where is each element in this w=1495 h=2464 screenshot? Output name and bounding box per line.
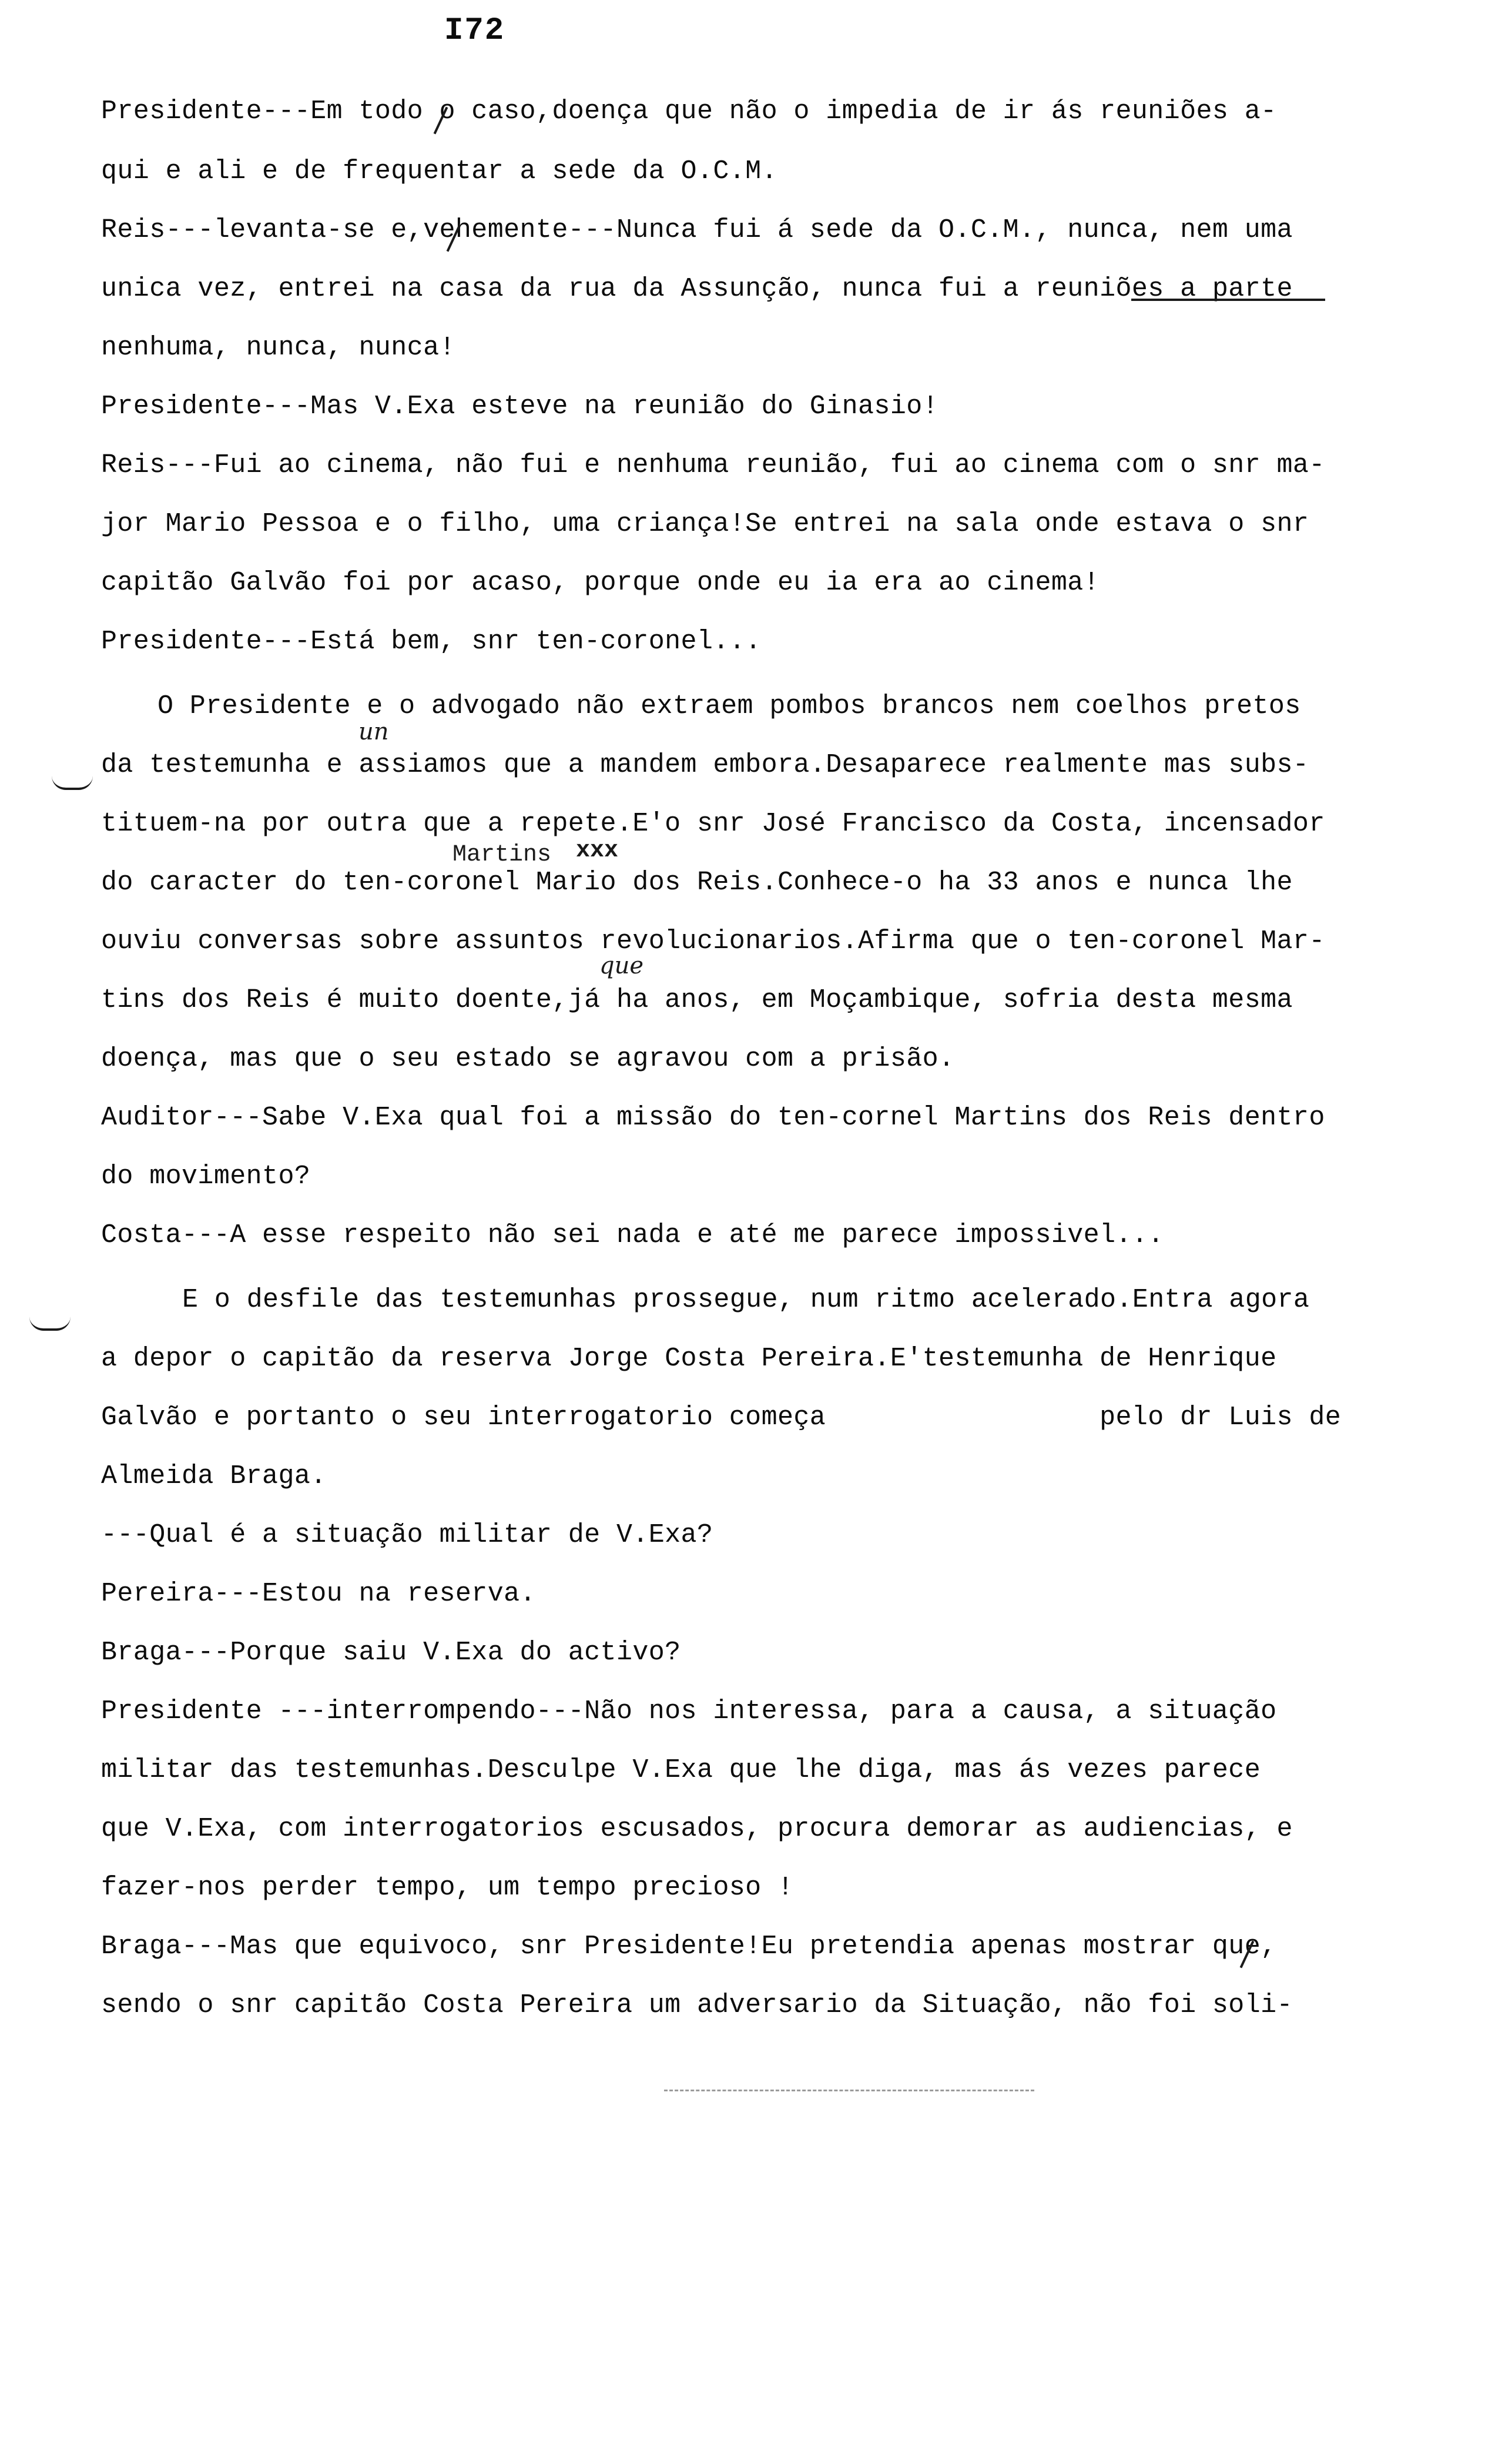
text-line: que V.Exa, com interrogatorios escusados, procura demorar as audiencias, e [101,1814,1293,1844]
text-line: Reis---Fui ao cinema, não fui e nenhuma reunião, fui ao cinema com o snr ma- [101,450,1325,480]
text-line: Presidente---Está bem, snr ten-coronel... [101,627,762,657]
handwritten-underline [1131,299,1325,301]
text-line: Braga---Mas que equivoco, snr Presidente!Eu pretendia apenas mostrar que, [101,1931,1277,1961]
text-line: Reis---levanta-se e,vehemente---Nunca fui á sede da O.C.M., nunca, nem uma [101,215,1293,245]
text-line: O Presidente e o advogado não extraem pombos brancos nem coelhos pretos [157,691,1301,721]
text-line: ouviu conversas sobre assuntos revolucionarios.Afirma que o ten-coronel Mar- [101,926,1325,956]
text-line: Auditor---Sabe V.Exa qual foi a missão do ten-cornel Martins dos Reis dentro [101,1103,1325,1133]
text-line: E o desfile das testemunhas prossegue, num ritmo acelerado.Entra agora [182,1285,1310,1315]
text-line: doença, mas que o seu estado se agravou com a prisão. [101,1044,955,1074]
text-line: jor Mario Pessoa e o filho, uma criança!Se entrei na sala onde estava o snr [101,509,1309,539]
margin-mark [29,1317,71,1331]
text-line: Almeida Braga. [101,1461,327,1491]
text-line: qui e ali e de frequentar a sede da O.C.M. [101,156,777,186]
text-line: do caracter do ten-coronel Mario dos Reis.Conhece-o ha 33 anos e nunca lhe [101,868,1293,898]
text-line: do movimento? [101,1161,311,1191]
text-line: ---Qual é a situação militar de V.Exa? [101,1520,713,1550]
text-line: tituem-na por outra que a repete.E'o snr José Francisco da Costa, incensador [101,809,1325,839]
handwritten-insertion: Martins [452,842,552,868]
text-line: Presidente ---interrompendo---Não nos interessa, para a causa, a situação [101,1696,1277,1726]
text-line: da testemunha e assiamos que a mandem embora.Desaparece realmente mas subs- [101,750,1309,780]
text-line: Costa---A esse respeito não sei nada e até me parece impossivel... [101,1220,1164,1250]
text-line: militar das testemunhas.Desculpe V.Exa que lhe diga, mas ás vezes parece [101,1755,1261,1785]
handwritten-insertion: que [599,952,644,979]
bottom-rule [664,2090,1034,2091]
text-line: tins dos Reis é muito doente,já ha anos, em Moçambique, sofria desta mesma [101,985,1293,1015]
text-line: Presidente---Mas V.Exa esteve na reunião do Ginasio! [101,391,939,421]
handwritten-insertion: un [358,718,389,745]
text-line: Braga---Porque saiu V.Exa do activo? [101,1638,681,1668]
text-line: sendo o snr capitão Costa Pereira um adversario da Situação, não foi soli- [101,1990,1293,2020]
text-line: Pereira---Estou na reserva. [101,1579,536,1609]
text-line: Galvão e portanto o seu interrogatorio começa pelo dr Luis de [101,1402,1342,1432]
text-line: fazer-nos perder tempo, um tempo precioso ! [101,1873,794,1903]
margin-mark [52,776,93,790]
text-line: nenhuma, nunca, nunca! [101,333,455,363]
page-number: I72 [444,13,505,49]
text-line: Presidente---Em todo o caso,doença que não o impedia de ir ás reuniões a- [101,96,1277,126]
struck-text: xxx [576,838,619,864]
text-line: capitão Galvão foi por acaso, porque onde eu ia era ao cinema! [101,568,1100,598]
text-line: unica vez, entrei na casa da rua da Assunção, nunca fui a reuniões a parte [101,274,1293,304]
text-line: a depor o capitão da reserva Jorge Costa Pereira.E'testemunha de Henrique [101,1344,1277,1374]
